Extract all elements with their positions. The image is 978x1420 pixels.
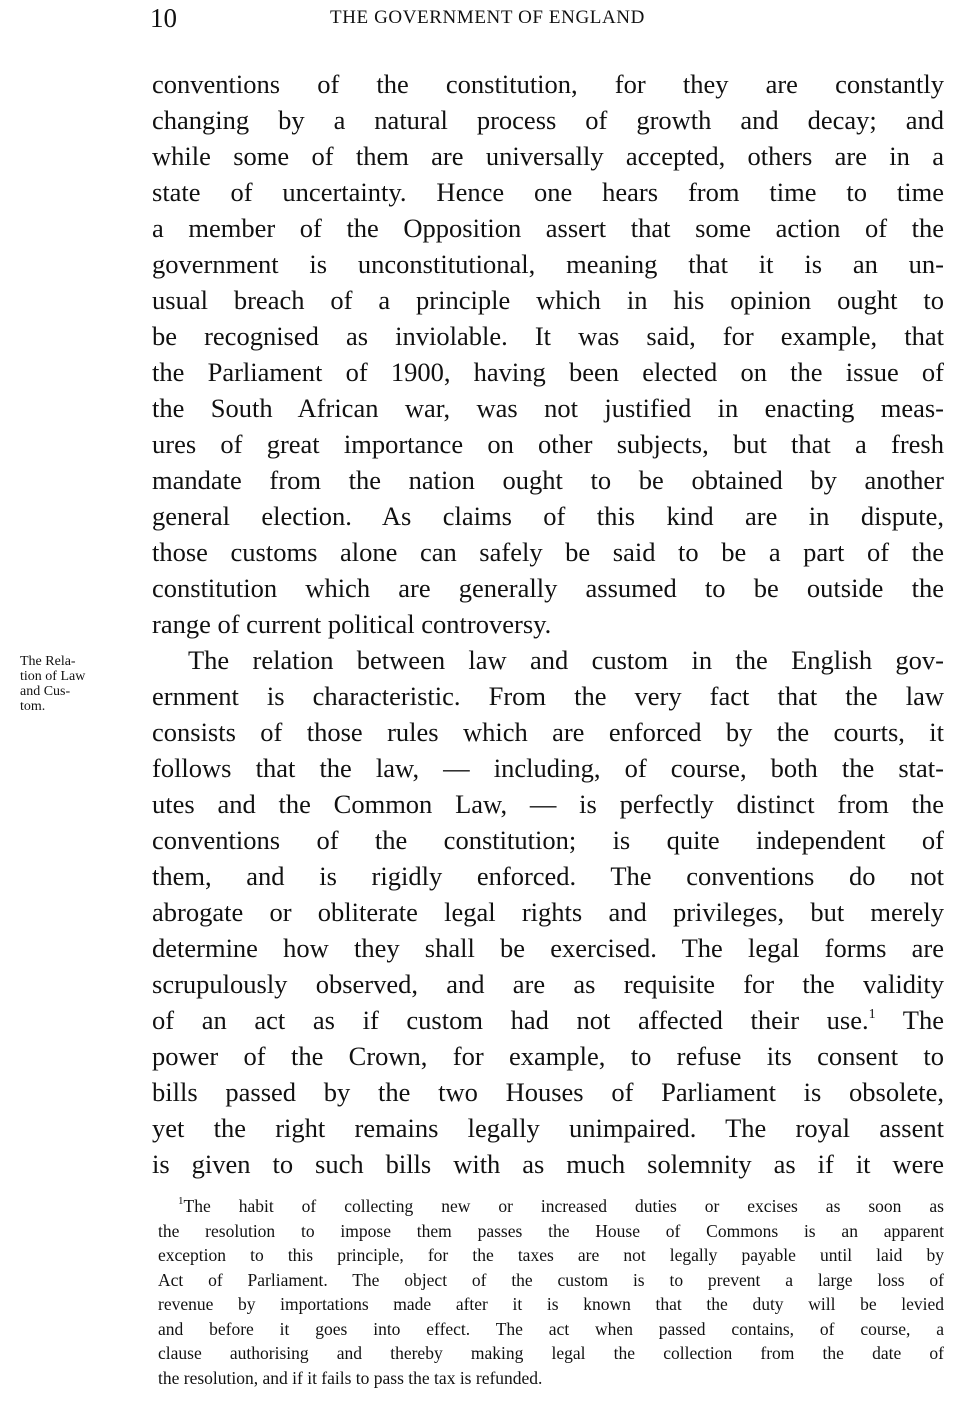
text-line: is given to such bills with as much solemnity as if it were [152, 1149, 944, 1179]
text-line: bills passed by the two Houses of Parliament is obsolete, [152, 1077, 944, 1107]
text-line: constitution which are generally assumed to be outside the [152, 573, 944, 603]
footnotes [158, 1194, 944, 1390]
footnote-line [158, 1194, 944, 1219]
text-line: yet the right remains legally unimpaired. The royal assent [152, 1113, 944, 1143]
margin-note-line: and Cus- [20, 684, 71, 699]
margin-note [20, 654, 148, 714]
running-head: THE GOVERNMENT OF ENGLAND [330, 7, 645, 28]
footnote-line: revenue by importations made after it is known that the duty will be levied [158, 1294, 944, 1314]
text-line: them, and is rigidly enforced. The conventions do not [152, 861, 944, 891]
body-text [152, 66, 944, 1182]
margin-note-line: The Rela- [20, 654, 76, 669]
footnote-reference: 1 [868, 1007, 876, 1022]
text-line: a member of the Opposition assert that some action of the [152, 213, 944, 243]
text-line: conventions of the constitution, for they are constantly [152, 69, 944, 99]
footnote-marker: 1 [178, 1195, 184, 1207]
text-line: conventions of the constitution; is quite independent of [152, 825, 944, 855]
text-line [152, 1002, 944, 1038]
footnote-text: The habit of collecting new or increased duties or excises as soon as [183, 1196, 944, 1216]
text-segment: The [902, 1005, 944, 1035]
margin-note-line: tom. [20, 699, 46, 714]
text-line: those customs alone can safely be said to be a part of the [152, 537, 944, 567]
text-line: the Parliament of 1900, having been elected on the issue of [152, 357, 944, 387]
text-line: be recognised as inviolable. It was said, for example, that [152, 321, 944, 351]
footnote-line: clause authorising and thereby making legal the collection from the date of [158, 1343, 944, 1363]
text-line: scrupulously observed, and are as requisite for the validity [152, 969, 944, 999]
text-line: the South African war, was not justified in enacting meas- [152, 393, 944, 423]
text-line: government is unconstitutional, meaning that it is an un- [152, 249, 944, 279]
text-line: range of current political controversy. [152, 609, 552, 639]
text-line: utes and the Common Law, — is perfectly distinct from the [152, 789, 944, 819]
footnote-line: exception to this principle, for the taxes are not legally payable until laid by [158, 1245, 944, 1265]
footnote-line: the resolution, and if it fails to pass the tax is refunded. [158, 1367, 543, 1388]
text-line: usual breach of a principle which in his opinion ought to [152, 285, 944, 315]
text-line: general election. As claims of this kind are in dispute, [152, 501, 944, 531]
text-line: while some of them are universally accepted, others are in a [152, 141, 944, 171]
text-segment: of an act as if custom had not affected their use. [152, 1005, 869, 1035]
text-line: follows that the law, — including, of course, both the stat- [152, 753, 944, 783]
page-number: 10 [150, 3, 177, 33]
text-line: abrogate or obliterate legal rights and privileges, but merely [152, 897, 944, 927]
text-line: determine how they shall be exercised. The legal forms are [152, 933, 944, 963]
text-line: changing by a natural process of growth and decay; and [152, 105, 944, 135]
text-line: state of uncertainty. Hence one hears from time to time [152, 177, 944, 207]
margin-note-line: tion of Law [20, 669, 86, 684]
text-line: power of the Crown, for example, to refuse its consent to [152, 1041, 944, 1071]
footnote-line: the resolution to impose them passes the House of Commons is an apparent [158, 1220, 944, 1241]
footnote-line: and before it goes into effect. The act when passed contains, of course, a [158, 1318, 944, 1339]
text-line: ernment is characteristic. From the very fact that the law [152, 681, 944, 711]
text-line: consists of those rules which are enforced by the courts, it [152, 717, 944, 747]
text-line: ures of great importance on other subjects, but that a fresh [152, 429, 944, 459]
footnote-line: Act of Parliament. The object of the custom is to prevent a large loss of [158, 1269, 944, 1290]
text-line: mandate from the nation ought to be obtained by another [152, 465, 944, 495]
text-line: The relation between law and custom in the English gov- [188, 645, 944, 675]
